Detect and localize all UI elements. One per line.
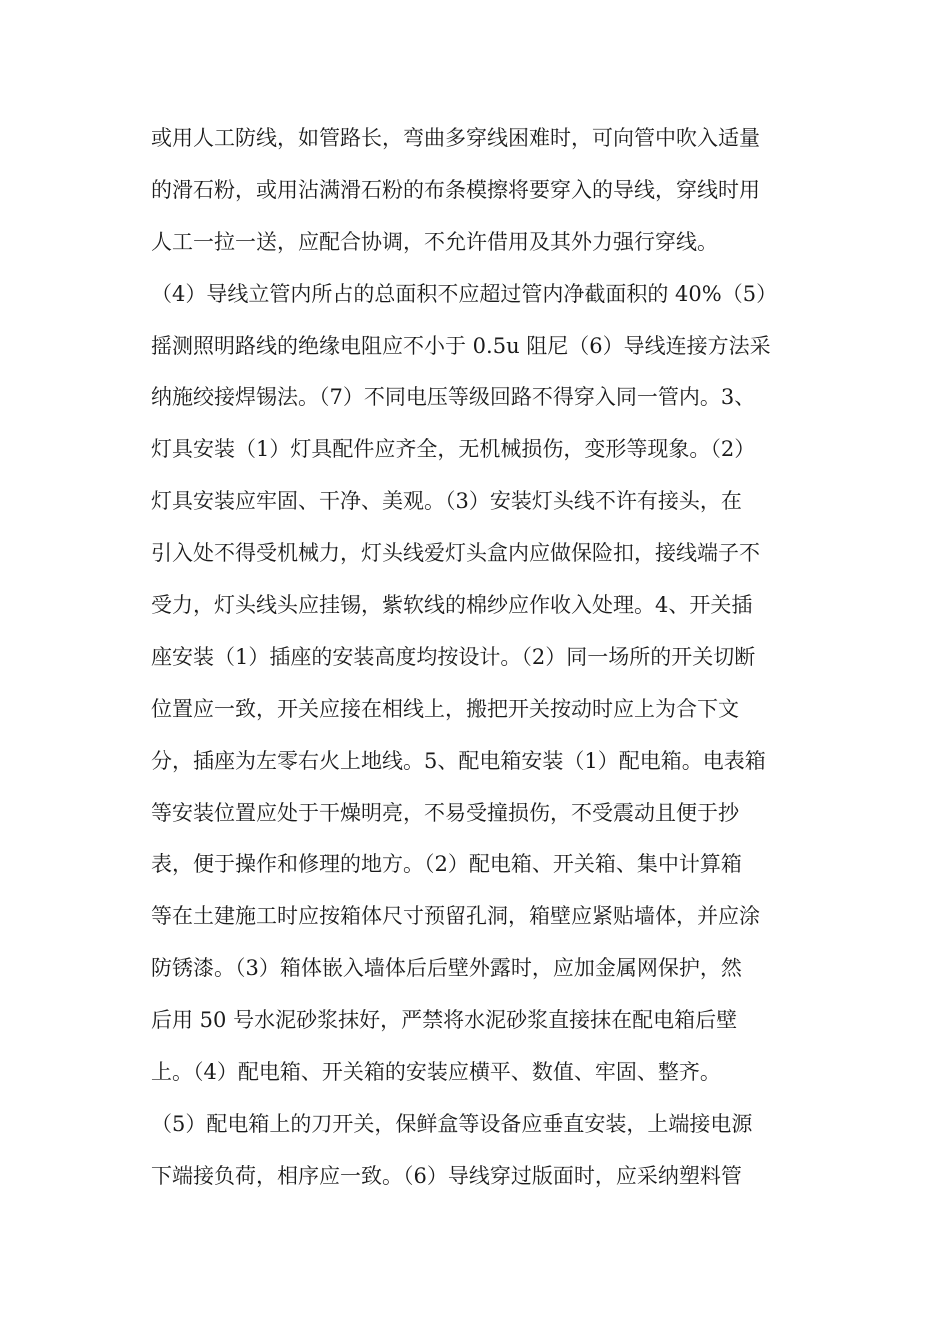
text-line: 灯具安装（1）灯具配件应齐全，无机械损伤，变形等现象。（2） bbox=[151, 437, 756, 462]
text-line: 人工一拉一送，应配合协调，不允许借用及其外力强行穿线。 bbox=[151, 229, 718, 254]
text-line: 防锈漆。（3）箱体嵌入墙体后后壁外露时，应加金属网保护，然 bbox=[151, 956, 742, 981]
text-line: 引入处不得受机械力，灯头线爱灯头盒内应做保险扣，接线端子不 bbox=[151, 541, 760, 566]
text-line: 或用人工防线，如管路长，弯曲多穿线困难时，可向管中吹入适量 bbox=[151, 126, 760, 150]
text-line: 位置应一致，开关应接在相线上，搬把开关按动时应上为合下文 bbox=[151, 696, 739, 721]
text-line: 摇测照明路线的绝缘电阻应不小于 0.5u 阻尼（6）导线连接方法采 bbox=[151, 333, 771, 358]
text-line: 后用 50 号水泥砂浆抹好，严禁将水泥砂浆直接抹在配电箱后壁 bbox=[151, 1008, 738, 1033]
text-line: 上。（4）配电箱、开关箱的安装应横平、数值、牢固、整齐。 bbox=[151, 1060, 721, 1085]
text-line: 等在土建施工时应按箱体尺寸预留孔洞，箱壁应紧贴墙体，并应涂 bbox=[151, 904, 760, 929]
text-line: 下端接负荷，相序应一致。（6）导线穿过版面时，应采纳塑料管 bbox=[151, 1163, 742, 1188]
text-line: 座安装（1）插座的安装高度均按设计。（2）同一场所的开关切断 bbox=[151, 644, 756, 669]
text-line: 纳施绞接焊锡法。（7）不同电压等级回路不得穿入同一管内。3、 bbox=[151, 385, 756, 410]
text-line: （5）配电箱上的刀开关，保鲜盒等设备应垂直安装，上端接电源 bbox=[151, 1111, 753, 1136]
text-line: （4）导线立管内所占的总面积不应超过管内净截面积的 40%（5） bbox=[151, 281, 778, 306]
body-text bbox=[151, 115, 811, 1205]
text-line: 分，插座为左零右火上地线。5、配电箱安装（1）配电箱。电表箱 bbox=[151, 748, 766, 773]
text-line: 受力，灯头线头应挂锡，紫软线的棉纱应作收入处理。4、开关插 bbox=[151, 593, 753, 618]
text-line: 的滑石粉，或用沾满滑石粉的布条模擦将要穿入的导线，穿线时用 bbox=[151, 177, 760, 202]
text-line: 灯具安装应牢固、干净、美观。（3）安装灯头线不许有接头，在 bbox=[151, 489, 742, 514]
text-line: 表，便于操作和修理的地方。（2）配电箱、开关箱、集中计算箱 bbox=[151, 852, 742, 877]
text-line: 等安装位置应处于干燥明亮，不易受撞损伤，不受震动且便于抄 bbox=[151, 800, 739, 825]
